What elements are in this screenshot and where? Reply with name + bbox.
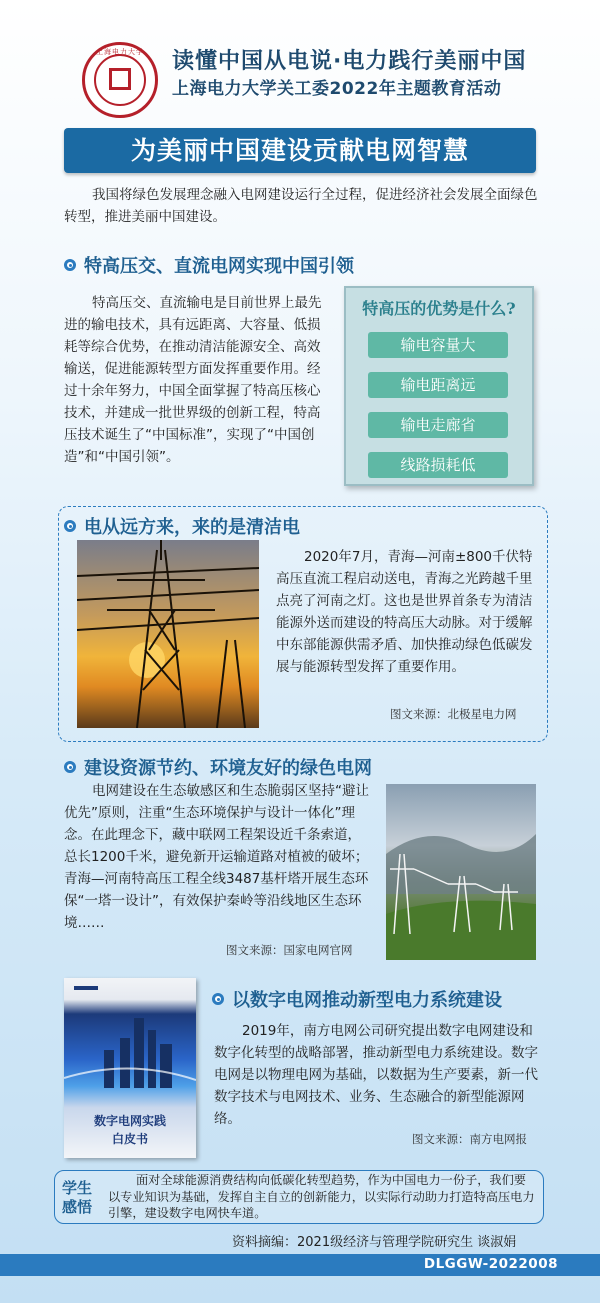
section2-credit: 图文来源：北极星电力网	[390, 707, 517, 721]
student-feeling-text: 面对全球能源消费结构向低碳化转型趋势，作为中国电力一份子，我们要以专业知识为基础，发挥自主自立的创新能力，以实际行动助力打造特高压电力引擎，建设数字电网快车道。	[108, 1173, 535, 1220]
section3-title: 建设资源节约、环境友好的绿色电网	[84, 758, 372, 779]
advantages-title: 特高压的优势是什么?	[362, 299, 516, 318]
advantage-item: 输电容量大	[368, 332, 508, 358]
document-code: DLGGW-2022008	[423, 1256, 558, 1272]
header-subtitle: 上海电力大学关工委2022年主题教育活动	[172, 79, 502, 99]
advantage-item: 输电距离远	[368, 372, 508, 398]
section3-credit: 图文来源：国家电网官网	[226, 943, 353, 957]
section4-paragraph: 2019年，南方电网公司研究提出数字电网建设和数字化转型的战略部署，推动新型电力系统建设。数字电网是以物理电网为基础，以数据为生产要素，新一代数字技术与电网技术、业务、生态融合的新型能源网络。	[214, 1023, 538, 1127]
section1-paragraph: 特高压交、直流输电是目前世界上最先进的输电技术，具有远距离、大容量、低损耗等综合优势，在推动清洁能源安全、高效输送，促进能源转型方面发挥重要作用。经过十余年努力，中国全面掌握了特高压核心技术，并建成一批世界级的创新工程，特高压技术诞生了“中国标准”，实现了“中国创造”和“中国引领”。	[64, 295, 322, 465]
bullet-icon	[212, 993, 224, 1005]
logo-emblem-icon	[109, 68, 131, 90]
section2-title: 电从远方来，来的是清洁电	[84, 517, 300, 538]
whitepaper-subtitle: 白皮书	[111, 1132, 148, 1146]
university-logo	[82, 42, 158, 118]
logo-ring	[94, 54, 146, 106]
section2-heading	[64, 513, 300, 539]
section3-heading	[64, 754, 372, 780]
pylons-landscape-icon	[386, 784, 536, 960]
advantage-item: 线路损耗低	[368, 452, 508, 478]
section2-paragraph: 2020年7月，青海—河南±800千伏特高压直流工程启动送电，青海之光跨越千里点亮了河南之灯。这也是世界首条专为清洁能源外送而建设的特高压大动脉。对于缓解中东部能源供需矛盾、加快推动绿色低碳发展与能源转型发挥了重要作用。	[276, 549, 533, 675]
intro-paragraph: 我国将绿色发展理念融入电网建设运行全过程，促进经济社会发展全面绿色转型，推进美丽中国建设。	[64, 187, 538, 225]
section1-heading	[64, 252, 354, 278]
bullet-icon	[64, 761, 76, 773]
bullet-icon	[64, 520, 76, 532]
whitepaper-title: 数字电网实践	[93, 1114, 166, 1128]
section3-paragraph: 电网建设在生态敏感区和生态脆弱区坚持“避让优先”原则，注重“生态环境保护与设计一体化”理念。在此理念下，藏中联网工程架设近千条索道，总长1200千米，避免新开运输道路对植被的破坏；青海—河南特高压工程全线3487基杆塔开展生态环保“一塔一设计”，有效保护秦岭等沿线地区生态环境……	[64, 783, 369, 931]
pylon-silhouette-icon	[77, 540, 259, 728]
page-title-banner: 为美丽中国建设贡献电网智慧	[64, 128, 536, 173]
sunset-pylon-photo	[77, 540, 259, 728]
advantages-panel	[344, 286, 534, 486]
student-feeling-label: 学生感悟	[62, 1179, 93, 1216]
section4-heading	[212, 986, 502, 1012]
section4-title: 以数字电网推动新型电力系统建设	[232, 990, 502, 1011]
header-title: 读懂中国从电说·电力践行美丽中国	[172, 49, 527, 74]
logo-text: 上海电力大学	[96, 48, 144, 56]
source-note: 资料摘编：2021级经济与管理学院研究生 谈淑娟	[232, 1235, 517, 1250]
section4-credit: 图文来源：南方电网报	[412, 1132, 527, 1146]
bullet-icon	[64, 259, 76, 271]
city-skyline-icon	[64, 978, 196, 1108]
whitepaper-cover	[64, 978, 196, 1158]
advantage-item: 输电走廊省	[368, 412, 508, 438]
grassland-pylon-photo	[386, 784, 536, 960]
section1-title: 特高压交、直流电网实现中国引领	[84, 256, 354, 277]
